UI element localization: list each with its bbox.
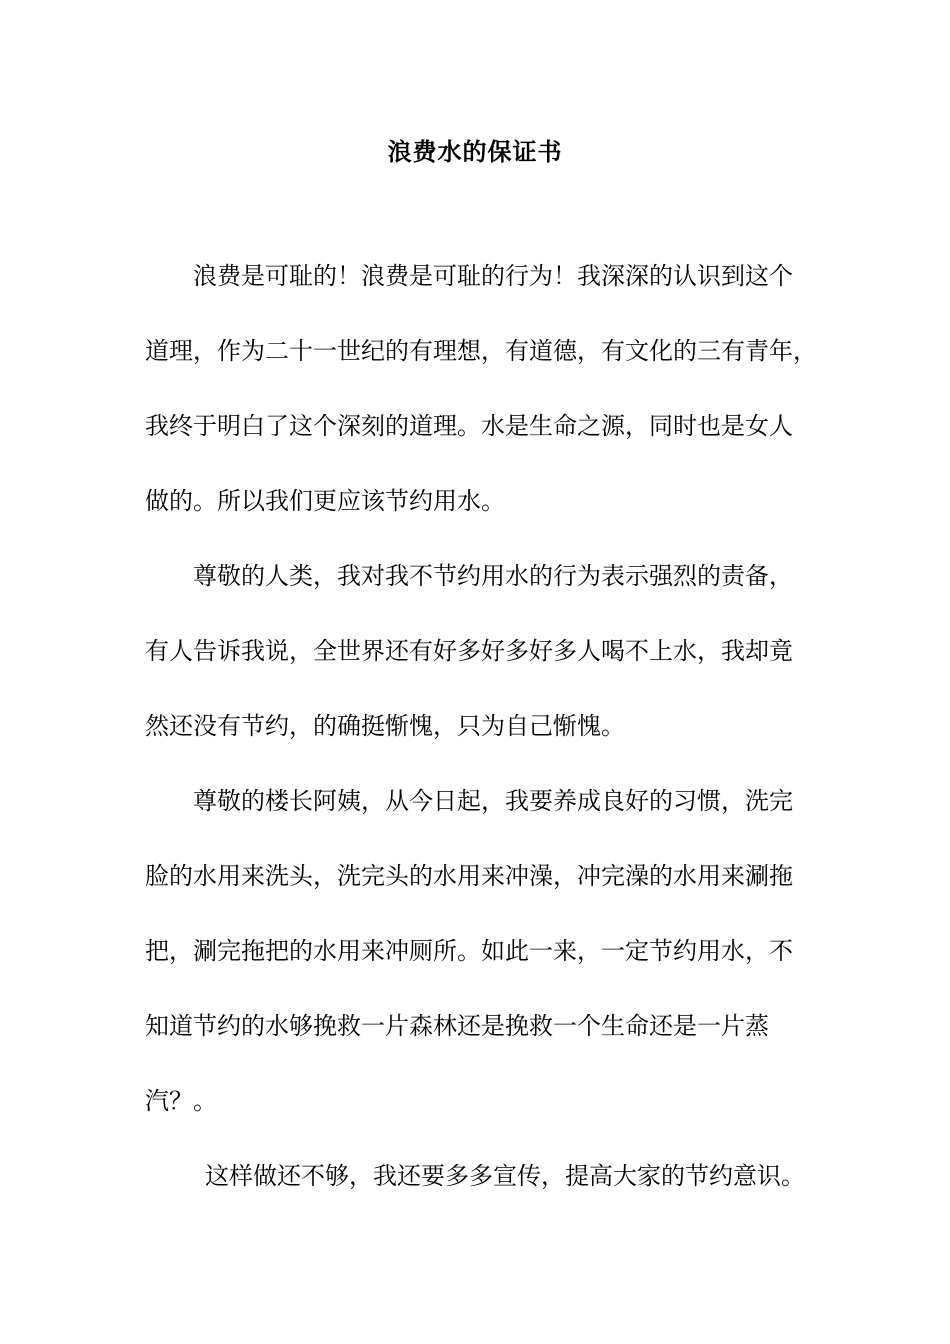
- paragraph-1-line-3: 我终于明白了这个深刻的道理。水是生命之源，同时也是女人: [145, 412, 793, 440]
- paragraph-3-line-4: 知道节约的水够挽救一片森林还是挽救一个生命还是一片蒸: [145, 1012, 769, 1040]
- paragraph-3-line-2: 脸的水用来洗头，洗完头的水用来冲澡，冲完澡的水用来涮拖: [145, 862, 793, 890]
- paragraph-4-line-1: 这样做还不够，我还要多多宣传，提高大家的节约意识。: [205, 1162, 805, 1190]
- paragraph-2-line-1: 尊敬的人类，我对我不节约用水的行为表示强烈的责备，: [193, 562, 793, 590]
- paragraph-2-line-2: 有人告诉我说，全世界还有好多好多好多人喝不上水，我却竟: [145, 637, 793, 665]
- paragraph-3-line-1: 尊敬的楼长阿姨，从今日起，我要养成良好的习惯，洗完: [193, 787, 793, 815]
- paragraph-3-line-3: 把，涮完拖把的水用来冲厕所。如此一来，一定节约用水，不: [145, 937, 793, 965]
- paragraph-3-line-5: 汽？。: [145, 1087, 217, 1115]
- paragraph-1-line-2: 道理，作为二十一世纪的有理想，有道德，有文化的三有青年，: [145, 337, 817, 365]
- paragraph-1-line-4: 做的。所以我们更应该节约用水。: [145, 487, 505, 515]
- paragraph-1-line-1: 浪费是可耻的！浪费是可耻的行为！我深深的认识到这个: [193, 262, 793, 290]
- paragraph-2-line-3: 然还没有节约，的确挺惭愧，只为自己惭愧。: [145, 712, 625, 740]
- document-title: 浪费水的保证书: [387, 137, 563, 166]
